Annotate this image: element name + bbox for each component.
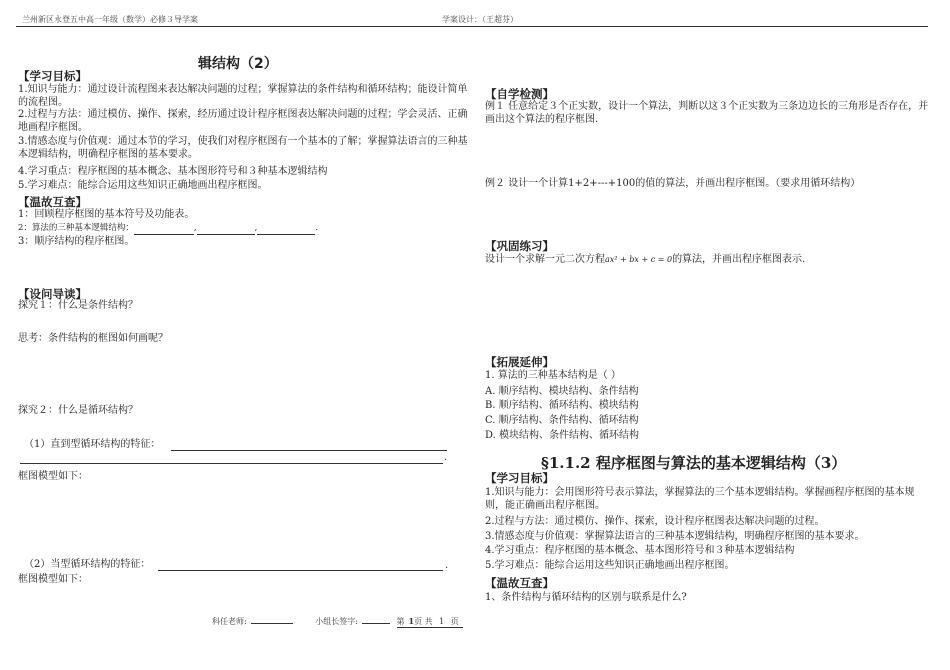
- answer-line[interactable]: [158, 570, 443, 571]
- sep: ,: [254, 223, 258, 233]
- header-designer: 学案设计：（王超芬）: [442, 15, 518, 24]
- page-footer: [212, 616, 467, 628]
- extend-question: 1. 算法的三种基本结构是（ ）: [485, 370, 621, 381]
- section-3-goals-heading: 【学习目标】: [485, 471, 554, 485]
- review-line-3: 3：顺序结构的程序框图。: [18, 236, 135, 247]
- option-b[interactable]: B. 顺序结构、循环结构、模块结构: [485, 400, 639, 411]
- leader-signature-blank[interactable]: [362, 623, 390, 624]
- period: .: [445, 560, 449, 571]
- page-prefix: 第: [396, 617, 405, 626]
- explore-2: 探究２：什么是循环结构？: [18, 405, 138, 416]
- goals-heading: 【学习目标】: [18, 69, 87, 83]
- review-heading: 【温故互查】: [18, 195, 87, 209]
- section-3-review-heading: 【温故互查】: [485, 576, 554, 590]
- sep: .: [315, 223, 319, 233]
- until-loop-feature: （1）直到型循环结构的特征：: [24, 439, 161, 450]
- page-header: [0, 8, 950, 30]
- quadratic-equation: ax² + bx + c = 0: [605, 255, 673, 264]
- section-3-goal-4: 4.学习重点：程序框图的基本概念、基本图形符号和３种基本逻辑结构: [485, 545, 795, 556]
- blank-structure-1[interactable]: [134, 234, 194, 235]
- goal-4: 4.学习重点：程序框图的基本概念、基本图形符号和３种基本逻辑结构: [18, 166, 328, 177]
- answer-line[interactable]: [171, 450, 447, 451]
- section-3-goal-3: 3.情感态度与价值观：掌握算法语言的三种基本逻辑结构，明确程序框图的基本要求。: [485, 531, 865, 542]
- section-3-title: §1.1.2 程序框图与算法的基本逻辑结构（3）: [541, 454, 847, 472]
- page-total: 1: [439, 617, 445, 626]
- page-mid: 页 共: [414, 617, 433, 626]
- sep: ,: [193, 223, 197, 233]
- page-suffix: 页: [450, 617, 459, 626]
- teacher-label: 科任老师:: [212, 617, 247, 626]
- group-leader-label: 小组长签字:: [315, 617, 358, 626]
- option-c[interactable]: C. 顺序结构、条件结构、循环结构: [485, 415, 639, 426]
- while-loop-feature: （2）当型循环结构的特征：: [24, 559, 151, 570]
- think-question: 思考：条件结构的框图如何画呢？: [18, 333, 168, 344]
- explore-1: 探究１：什么是条件结构？: [18, 300, 138, 311]
- example-1: 例１ 任意给定３个正实数，设计一个算法，判断以这３个正实数为三条边边长的三角形是否存在，并画出这个算法的程序框图.: [485, 101, 929, 125]
- section-3-review-question: 1、条件结构与循环结构的区别与联系是什么?: [485, 592, 687, 603]
- section-3-goal-2: 2.过程与方法：通过模仿、操作、探索，设计程序框图表达解决问题的过程。: [485, 516, 825, 527]
- section-3-goal-5: 5.学习难点：能综合运用这些知识正确地画出程序框图。: [485, 560, 735, 571]
- goal-2: 2.过程与方法：通过模仿、操作、探索，经历通过设计程序框图表达解决问题的过程；学会灵活、正确地画程序框图。: [18, 109, 468, 133]
- page-indicator: [397, 616, 463, 628]
- practice-text-after: 的算法，并画出程序框图表示.: [672, 254, 806, 265]
- blank-structure-3[interactable]: [257, 234, 315, 235]
- goal-5: 5.学习难点：能综合运用这些知识正确地画出程序框图。: [18, 180, 268, 191]
- answer-line[interactable]: [20, 463, 443, 464]
- self-check-heading: 【自学检测】: [485, 87, 554, 101]
- extend-heading: 【拓展延伸】: [485, 355, 554, 369]
- header-school: 兰州新区永登五中高一年级（数学）必修３导学案: [22, 15, 198, 24]
- option-d[interactable]: D. 模块结构、条件结构、循环结构: [485, 430, 640, 441]
- section-3-goal-1: 1.知识与能力：会用图形符号表示算法，掌握算法的三个基本逻辑结构。掌握画程序框图的基本规则，能正确画出程序框图。: [485, 487, 915, 511]
- option-a[interactable]: A. 顺序结构、模块结构、条件结构: [485, 386, 639, 397]
- goal-1: 1.知识与能力：通过设计流程图来表达解决问题的过程；掌握算法的条件结构和循环结构；能设计简单的流程图。: [18, 84, 468, 108]
- review-line-2-label: 2：算法的三种基本逻辑结构：: [18, 223, 134, 233]
- page-number: 1: [408, 616, 415, 626]
- teacher-signature-blank[interactable]: [251, 623, 293, 624]
- header-divider: [16, 26, 928, 27]
- practice-heading: 【巩固练习】: [485, 239, 554, 253]
- period: .: [444, 452, 448, 463]
- page-title: 辑结构（2）: [198, 56, 278, 72]
- guide-heading: 【设问导读】: [18, 287, 87, 301]
- practice-text: [485, 254, 805, 267]
- practice-text-before: 设计一个求解一元二次方程: [485, 254, 605, 265]
- flowchart-model-1: 框图模型如下：: [18, 471, 88, 482]
- example-2: 例２ 设计一个计算1+2+---+100的值的算法，并画出程序框图。（要求用循环结构）: [485, 178, 861, 189]
- goal-3: 3.情感态度与价值观：通过本节的学习，使我们对程序框图有一个基本的了解；掌握算法语言的三种基本逻辑结构，明确程序框图的基本要求。: [18, 136, 468, 160]
- blank-structure-2[interactable]: [197, 234, 255, 235]
- review-line-1: 1：回顾程序框图的基本符号及功能表。: [18, 209, 195, 220]
- review-line-2: [18, 222, 318, 235]
- flowchart-model-2: 框图模型如下：: [18, 574, 88, 585]
